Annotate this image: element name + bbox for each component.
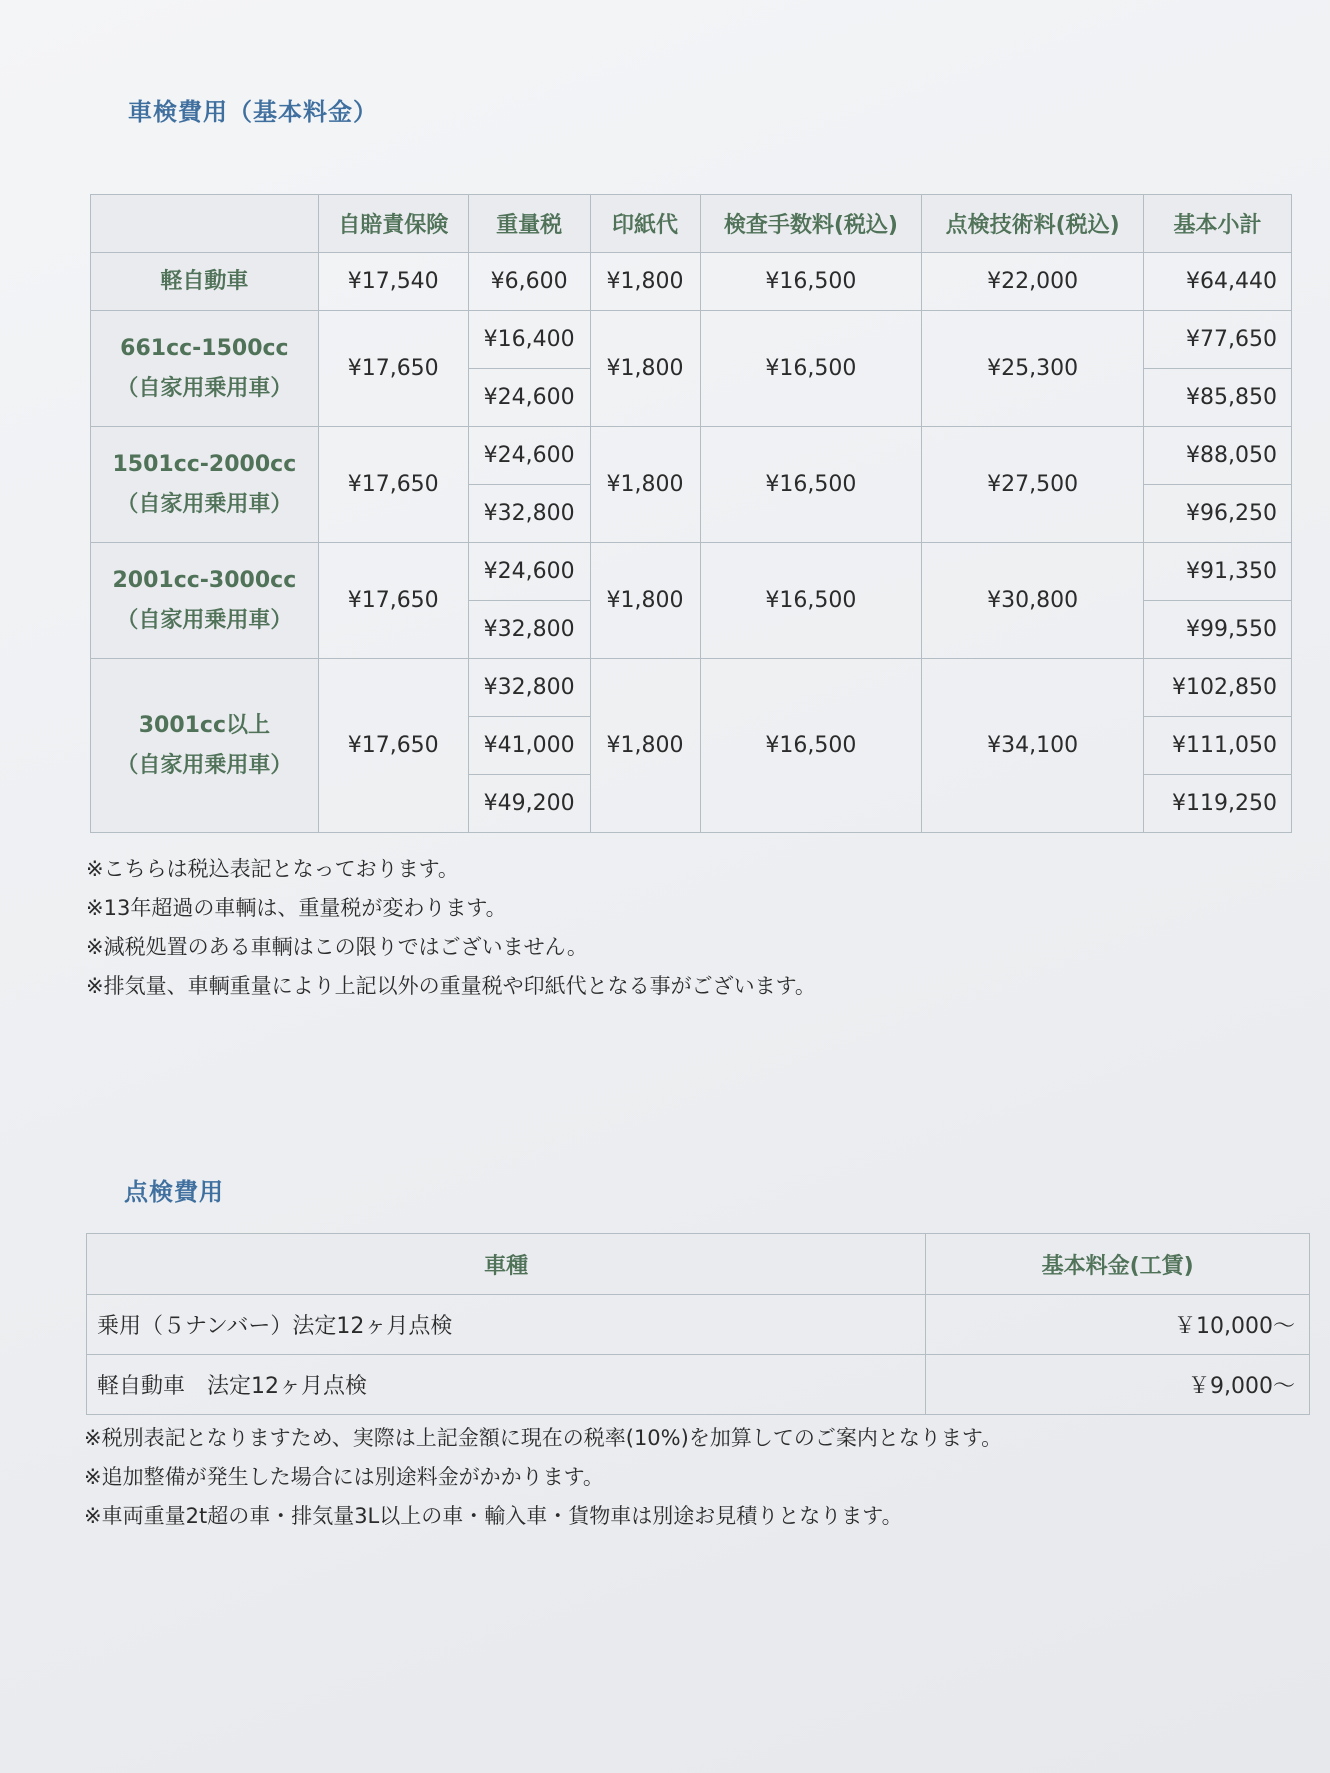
cell-tenken: ¥27,500 bbox=[922, 427, 1144, 543]
cell-juryo: ¥32,800 bbox=[468, 601, 590, 659]
cell-juryo: ¥32,800 bbox=[468, 659, 590, 717]
cell-kensa: ¥16,500 bbox=[700, 427, 922, 543]
cell-base-price: ￥9,000～ bbox=[926, 1355, 1310, 1415]
row-label-cc: 3001cc以上 bbox=[138, 712, 271, 738]
header-juryo-tax: 重量税 bbox=[468, 195, 590, 253]
row-label-type: （自家用乗用車） bbox=[116, 375, 293, 401]
cell-tenken: ¥25,300 bbox=[922, 311, 1144, 427]
header-jibaiseki: 自賠責保険 bbox=[318, 195, 468, 253]
inspection-fee-table bbox=[86, 1233, 1310, 1415]
cell-vehicle-type: 軽自動車 法定12ヶ月点検 bbox=[87, 1355, 926, 1415]
table-row bbox=[91, 427, 1292, 485]
inspection-notes bbox=[84, 1419, 1002, 1536]
header-kensa-fee: 検査手数料(税込) bbox=[700, 195, 922, 253]
row-label-type: （自家用乗用車） bbox=[116, 752, 293, 778]
row-label bbox=[91, 311, 319, 427]
cell-subtotal: ¥64,440 bbox=[1144, 253, 1292, 311]
note-line: ※減税処置のある車輌はこの限りではございません。 bbox=[86, 935, 588, 959]
cell-juryo: ¥6,600 bbox=[468, 253, 590, 311]
header-inshi: 印紙代 bbox=[590, 195, 700, 253]
cell-base-price: ￥10,000～ bbox=[926, 1295, 1310, 1355]
cell-jibaiseki: ¥17,650 bbox=[318, 311, 468, 427]
header-tenken-fee: 点検技術料(税込) bbox=[922, 195, 1144, 253]
cell-juryo: ¥16,400 bbox=[468, 311, 590, 369]
table-header-row bbox=[91, 195, 1292, 253]
cell-inshi: ¥1,800 bbox=[590, 311, 700, 427]
cell-subtotal: ¥99,550 bbox=[1144, 601, 1292, 659]
table-header-row bbox=[87, 1234, 1310, 1295]
cell-kensa: ¥16,500 bbox=[700, 659, 922, 833]
cell-tenken: ¥22,000 bbox=[922, 253, 1144, 311]
table-row bbox=[87, 1355, 1310, 1415]
row-label bbox=[91, 427, 319, 543]
row-label-cc: 1501cc-2000cc bbox=[112, 451, 297, 477]
cell-jibaiseki: ¥17,650 bbox=[318, 543, 468, 659]
row-label: 軽自動車 bbox=[91, 253, 319, 311]
note-line: ※排気量、車輌重量により上記以外の重量税や印紙代となる事がございます。 bbox=[86, 974, 816, 998]
table-row bbox=[91, 311, 1292, 369]
header-blank bbox=[91, 195, 319, 253]
section-title-inspection-fees: 点検費用 bbox=[124, 1178, 224, 1206]
cell-jibaiseki: ¥17,650 bbox=[318, 427, 468, 543]
row-label-type: （自家用乗用車） bbox=[116, 607, 293, 633]
note-line: ※13年超過の車輌は、重量税が変わります。 bbox=[86, 896, 507, 920]
row-label bbox=[91, 543, 319, 659]
section-title-shaken-fees: 車検費用（基本料金） bbox=[128, 98, 378, 126]
row-label-type: （自家用乗用車） bbox=[116, 491, 293, 517]
cell-tenken: ¥34,100 bbox=[922, 659, 1144, 833]
cell-subtotal: ¥111,050 bbox=[1144, 717, 1292, 775]
cell-subtotal: ¥102,850 bbox=[1144, 659, 1292, 717]
cell-subtotal: ¥91,350 bbox=[1144, 543, 1292, 601]
header-base-price: 基本料金(工賃) bbox=[926, 1234, 1310, 1295]
table-row bbox=[87, 1295, 1310, 1355]
shaken-notes bbox=[86, 850, 816, 1006]
cell-kensa: ¥16,500 bbox=[700, 543, 922, 659]
shaken-fee-table bbox=[90, 194, 1292, 833]
cell-subtotal: ¥77,650 bbox=[1144, 311, 1292, 369]
cell-subtotal: ¥119,250 bbox=[1144, 775, 1292, 833]
row-label bbox=[91, 659, 319, 833]
cell-vehicle-type: 乗用（５ナンバー）法定12ヶ月点検 bbox=[87, 1295, 926, 1355]
cell-juryo: ¥24,600 bbox=[468, 543, 590, 601]
row-label-cc: 2001cc-3000cc bbox=[112, 567, 297, 593]
cell-inshi: ¥1,800 bbox=[590, 427, 700, 543]
cell-inshi: ¥1,800 bbox=[590, 659, 700, 833]
note-line: ※車両重量2t超の車・排気量3L以上の車・輸入車・貨物車は別途お見積りとなります。 bbox=[84, 1504, 903, 1528]
table-row bbox=[91, 659, 1292, 717]
cell-kensa: ¥16,500 bbox=[700, 311, 922, 427]
cell-kensa: ¥16,500 bbox=[700, 253, 922, 311]
cell-subtotal: ¥96,250 bbox=[1144, 485, 1292, 543]
cell-juryo: ¥32,800 bbox=[468, 485, 590, 543]
header-subtotal: 基本小計 bbox=[1144, 195, 1292, 253]
cell-juryo: ¥24,600 bbox=[468, 427, 590, 485]
cell-juryo: ¥24,600 bbox=[468, 369, 590, 427]
note-line: ※追加整備が発生した場合には別途料金がかかります。 bbox=[84, 1465, 604, 1489]
cell-subtotal: ¥88,050 bbox=[1144, 427, 1292, 485]
row-label-cc: 661cc-1500cc bbox=[120, 335, 289, 361]
cell-subtotal: ¥85,850 bbox=[1144, 369, 1292, 427]
cell-tenken: ¥30,800 bbox=[922, 543, 1144, 659]
note-line: ※こちらは税込表記となっております。 bbox=[86, 857, 459, 881]
note-line: ※税別表記となりますため、実際は上記金額に現在の税率(10%)を加算してのご案内となります。 bbox=[84, 1426, 1003, 1450]
cell-jibaiseki: ¥17,540 bbox=[318, 253, 468, 311]
header-vehicle-type: 車種 bbox=[87, 1234, 926, 1295]
cell-juryo: ¥41,000 bbox=[468, 717, 590, 775]
table-row bbox=[91, 543, 1292, 601]
cell-inshi: ¥1,800 bbox=[590, 253, 700, 311]
cell-jibaiseki: ¥17,650 bbox=[318, 659, 468, 833]
table-row bbox=[91, 253, 1292, 311]
cell-juryo: ¥49,200 bbox=[468, 775, 590, 833]
cell-inshi: ¥1,800 bbox=[590, 543, 700, 659]
